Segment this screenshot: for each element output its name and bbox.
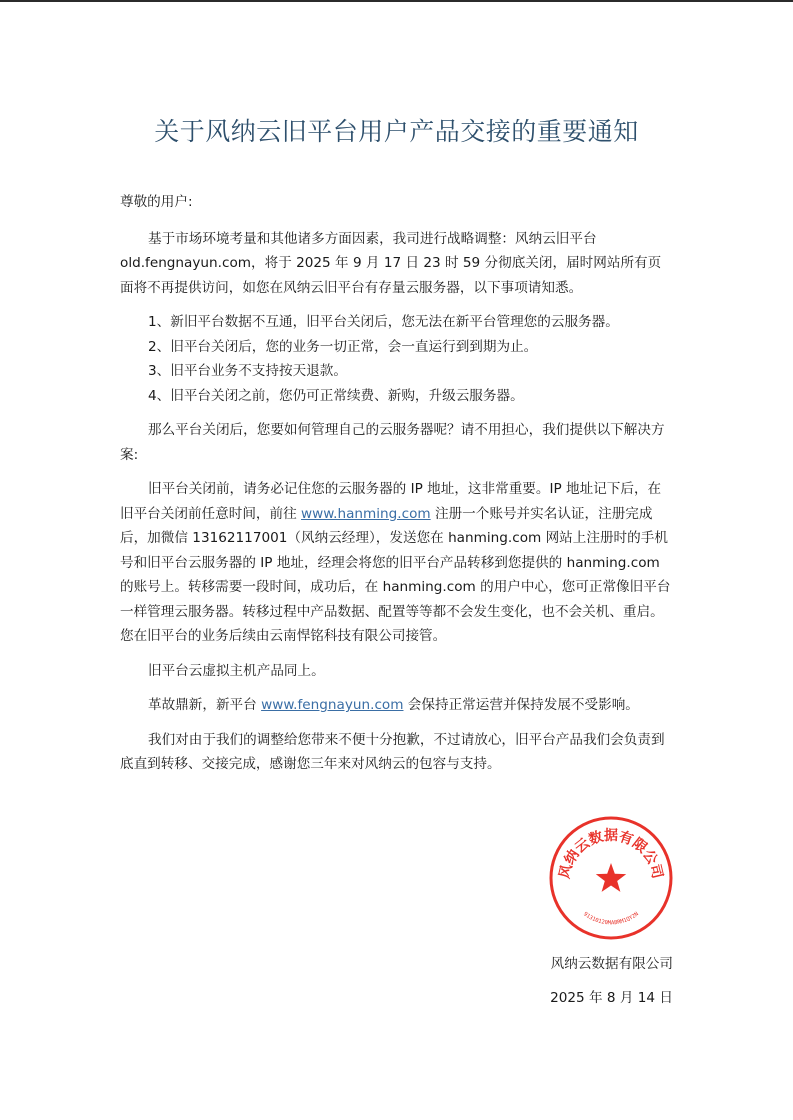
seal-code [582,911,640,926]
top-rule [0,0,793,2]
hanming-link[interactable]: www.hanming.com [301,505,431,522]
fengnayun-link[interactable]: www.fengnayun.com [261,697,404,713]
list-item: 3、旧平台业务不支持按天退款。 [148,363,347,379]
new-platform-paragraph [120,693,673,718]
company-seal [548,815,674,941]
intro-paragraph: 基于市场环境考量和其他诸多方面因素，我司进行战略调整：风纳云旧平台 old.fengnayun.com，将于 2025 年 9 月 17 日 23 时 59 分彻底关闭，届时网站所有页面将不再提供访问，如您在风纳云旧平台有存量云服务器，以下事项请知悉。 [120,230,662,296]
list-item: 4、旧平台关闭之前，您仍可正常续费、新购，升级云服务器。 [148,387,524,404]
seal-star-icon [596,863,626,892]
new-platform-text-1: 革故鼎新，新平台 [148,697,262,713]
page-title: 关于风纳云旧平台用户产品交接的重要通知 [154,117,639,146]
signature-block [550,952,673,1010]
greeting: 尊敬的用户: [120,194,193,210]
list-item: 2、旧平台关闭后，您的业务一切正常，会一直运行到到期为止。 [148,338,538,355]
solution-paragraph [120,477,673,649]
list-item: 1、新旧平台数据不互通，旧平台关闭后，您无法在新平台管理您的云服务器。 [148,314,619,330]
question-paragraph: 那么平台关闭后，您要如何管理自己的云服务器呢？请不用担心，我们提供以下解决方案: [120,422,665,463]
vhost-paragraph: 旧平台云虚拟主机产品同上。 [148,662,325,679]
notice-body [120,190,673,787]
apology-paragraph: 我们对由于我们的调整给您带来不便十分抱歉，不过请放心，旧平台产品我们会负责到底直到转移、交接完成，感谢您三年来对风纳云的包容与支持。 [120,731,665,772]
seal-code-text: 91310120MABRM1QY2N [582,911,640,927]
seal-name: 风纳云数据有限公司 [556,828,666,881]
signature-company: 风纳云数据有限公司 [550,956,673,972]
new-platform-text-2: 会保持正常运营并保持发展不受影响。 [403,697,639,713]
notice-list [120,310,673,408]
solution-text-1: 旧平台关闭前，请务必记住您的云服务器的 IP 地址，这非常重要。IP 地址记下后，在旧平台关闭前任意时间，前往 [120,481,662,522]
solution-text-2: 注册一个账号并实名认证，注册完成后，加微信 13162117001（风纳云经理），发送您在 hanming.com 网站上注册时的手机号和旧平台云服务器的 IP 地址，经理会将您的旧平台产品转移到您提供的 hanming.com 的账号上。转移需要一段时间，成功后，在 hanming.com 的用户中心，您可正常像旧平台一样管理云服务器。转移过程中产品数据、配置等等都不会发生变化，也不会关机、重启。您在旧平台的业务后续由云南悍铭科技有限公司接管。 [120,505,671,644]
signature-date: 2025 年 8 月 14 日 [550,990,673,1006]
